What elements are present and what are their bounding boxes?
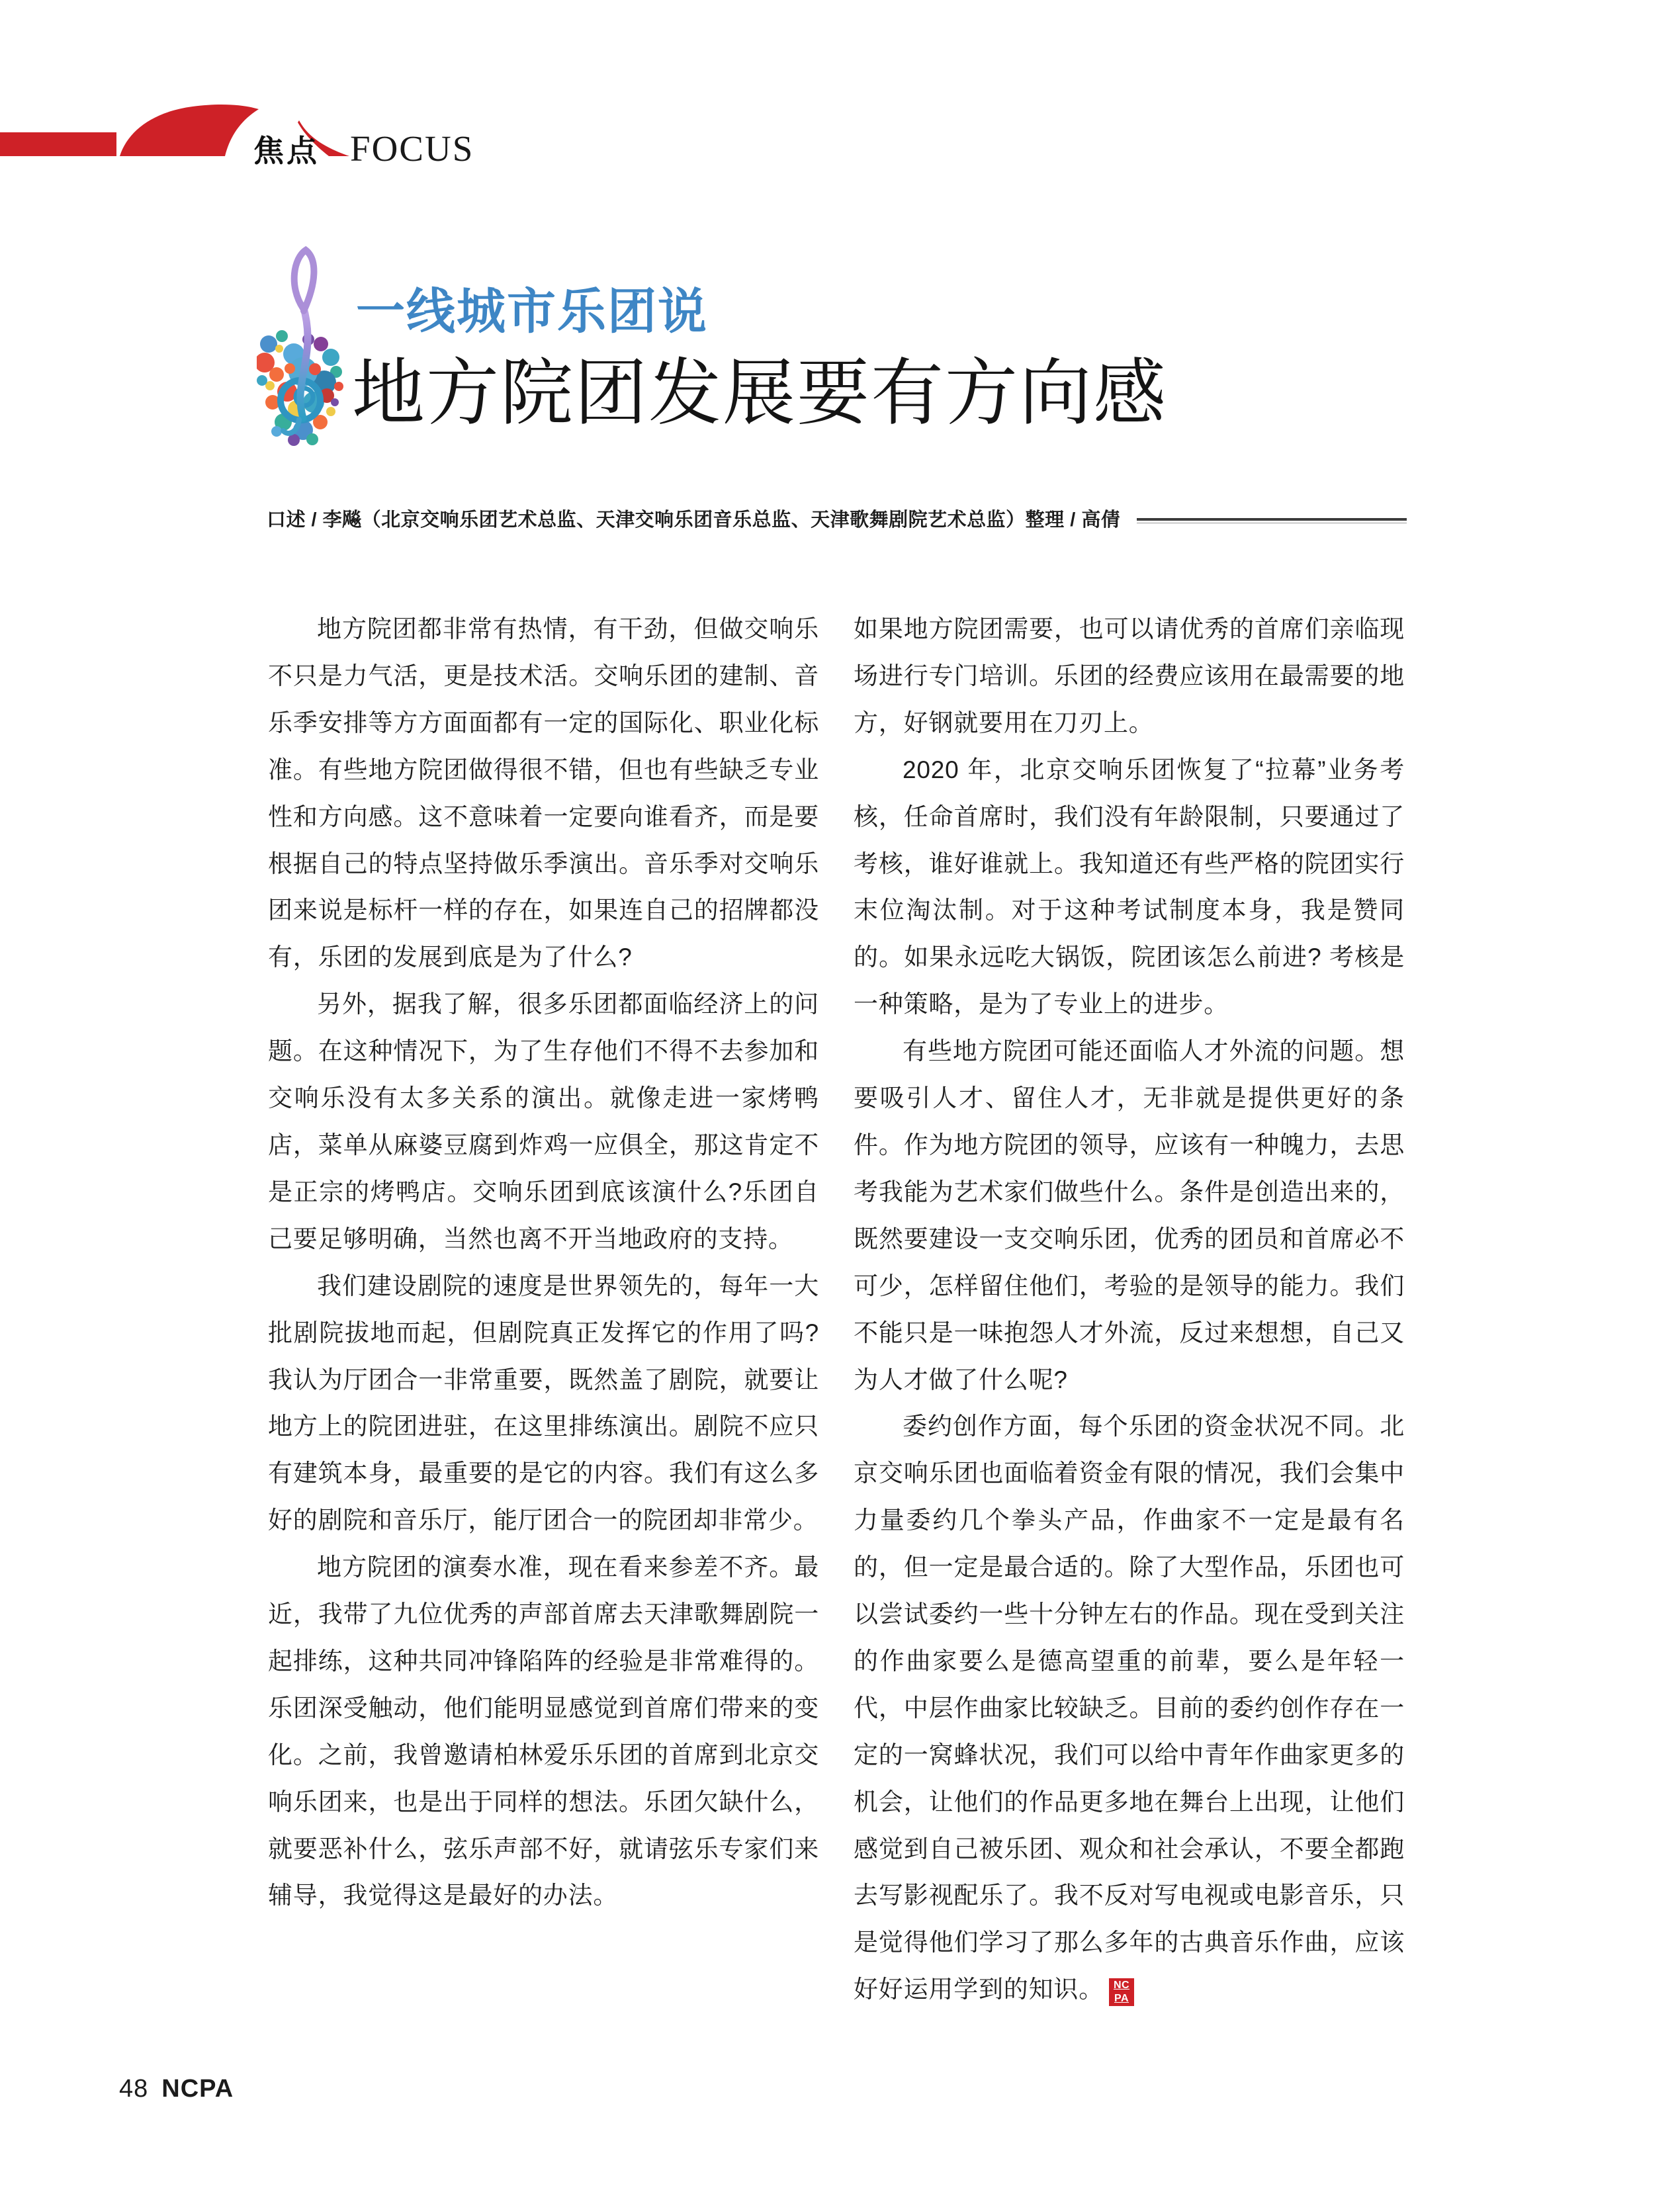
journal-mark: NCPA: [161, 2075, 234, 2103]
right-column: [854, 606, 1405, 2013]
body-paragraph: 如果地方院团需要，也可以请优秀的首席们亲临现场进行专门培训。乐团的经费应该用在最需要的地方，好钢就要用在刀刃上。: [854, 615, 1405, 736]
byline-rule: [1137, 518, 1407, 521]
body-paragraph: 2020 年，北京交响乐团恢复了“拉幕”业务考核，任命首席时，我们没有年龄限制，只要通过了考核，谁好谁就上。我知道还有些严格的院团实行末位淘汰制。对于这种考试制度本身，我是赞同的。如果永远吃大锅饭，院团该怎么前进? 考核是一种策略，是为了专业上的进步。: [854, 756, 1405, 1018]
section-label-en: FOCUS: [350, 128, 474, 169]
body-paragraph: 另外，据我了解，很多乐团都面临经济上的问题。在这种情况下，为了生存他们不得不去参加和交响乐没有太多关系的演出。就像走进一家烤鸭店，菜单从麻婆豆腐到炸鸡一应俱全，那这肯定不是正宗的烤鸭店。交响乐团到底该演什么?乐团自己要足够明确，当然也离不开当地政府的支持。: [268, 990, 819, 1252]
body-paragraph: 地方院团都非常有热情，有干劲，但做交响乐不只是力气活，更是技术活。交响乐团的建制、音乐季安排等方方面面都有一定的国际化、职业化标准。有些地方院团做得很不错，但也有些缺乏专业性和方向感。这不意味着一定要向谁看齐，而是要根据自己的特点坚持做乐季演出。音乐季对交响乐团来说是标杆一样的存在，如果连自己的招牌都没有，乐团的发展到底是为了什么?: [268, 615, 819, 971]
ncpa-end-mark-icon: $\frac{NC}{PA}$: [1109, 1978, 1134, 2006]
section-label-zh: 焦点: [253, 134, 320, 168]
body-paragraph: 委约创作方面，每个乐团的资金状况不同。北京交响乐团也面临着资金有限的情况，我们会集中力量委约几个拳头产品，作曲家不一定是最有名的，但一定是最合适的。除了大型作品，乐团也可以尝试委约一些十分钟左右的作品。现在受到关注的作曲家要么是德高望重的前辈，要么是年轻一代，中层作曲家比较缺乏。目前的委约创作存在一定的一窝蜂状况，我们可以给中青年作曲家更多的机会，让他们的作品更多地在舞台上出现，让他们感觉到自己被乐团、观众和社会承认，不要全都跑去写影视配乐了。我不反对写电视或电影音乐，只是觉得他们学习了那么多年的古典音乐作曲，应该好好运用学到的知识。 $\frac{NC}{PA}$: [854, 1403, 1405, 2013]
body-paragraph: 我们建设剧院的速度是世界领先的，每年一大批剧院拔地而起，但剧院真正发挥它的作用了吗? 我认为厅团合一非常重要，既然盖了剧院，就要让地方上的院团进驻，在这里排练演出。剧院不应只有建筑本身，最重要的是它的内容。我们有这么多好的剧院和音乐厅，能厅团合一的院团却非常少。: [268, 1272, 819, 1534]
page-number: 48: [119, 2075, 149, 2103]
series-title: 一线城市乐团说: [356, 284, 708, 339]
body-paragraph: 地方院团的演奏水准，现在看来参差不齐。最近，我带了九位优秀的声部首席去天津歌舞剧院一起排练，这种共同冲锋陷阵的经验是非常难得的。乐团深受触动，他们能明显感觉到首席们带来的变化。之前，我曾邀请柏林爱乐乐团的首席到北京交响乐团来，也是出于同样的想法。乐团欠缺什么，就要恶补什么，弦乐声部不好，就请弦乐专家们来辅导，我觉得这是最好的办法。: [268, 1553, 819, 1909]
treble-clef-icon: [257, 245, 346, 450]
byline: 口述 / 李飚（北京交响乐团艺术总监、天津交响乐团音乐总监、天津歌舞剧院艺术总监）整理 / 高倩: [267, 509, 1121, 531]
page-footer: [119, 2075, 234, 2103]
left-column: [268, 606, 819, 1919]
body-paragraph: 有些地方院团可能还面临人才外流的问题。想要吸引人才、留住人才，无非就是提供更好的条件。作为地方院团的领导，应该有一种魄力，去思考我能为艺术家们做些什么。条件是创造出来的，既然要建设一支交响乐团，优秀的团员和首席必不可少，怎样留住他们，考验的是领导的能力。我们不能只是一味抱怨人才外流，反过来想想，自己又为人才做了什么呢?: [854, 1037, 1405, 1393]
article-title: 地方院团发展要有方向感: [352, 353, 1167, 434]
